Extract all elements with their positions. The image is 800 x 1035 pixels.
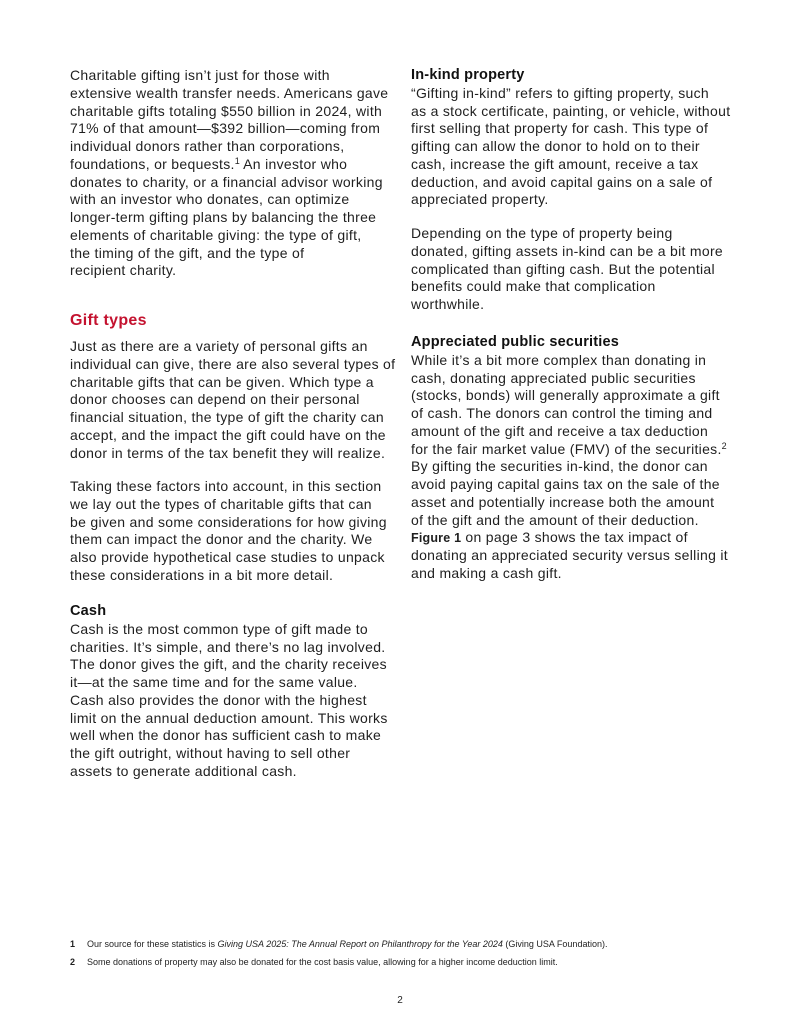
text-line: benefits could make that complication xyxy=(411,278,656,295)
text-line: donates to charity, or a financial advisor working xyxy=(70,173,383,190)
text-line: it—at the same time and for the same value. xyxy=(70,674,358,690)
text-line: asset and potentially increase both the amount xyxy=(411,493,715,510)
text-segment: foundations, or bequests. xyxy=(70,155,235,172)
figure-reference: Figure 1 xyxy=(411,531,462,546)
text-segment: An investor who xyxy=(239,155,348,172)
text-line: longer-term gifting plans by balancing the three xyxy=(70,209,377,225)
text-line: cash, increase the gift amount, receive a tax xyxy=(411,155,699,172)
text-line: “Gifting in-kind” refers to gifting property, such xyxy=(411,84,709,101)
text-line: assets to generate additional cash. xyxy=(70,762,297,779)
text-line: of cash. The donors can control the timing and xyxy=(411,405,713,421)
text-line: the timing of the gift, and the type of xyxy=(70,244,305,261)
footnote-text: Some donations of property may also be donated for the cost basis value, allowing for a higher income deduction limit. xyxy=(87,957,558,967)
text-line: also provide hypothetical case studies to unpack xyxy=(70,549,385,565)
text-segment: Our source for these statistics is xyxy=(87,939,218,949)
text-line: well when the donor has sufficient cash to make xyxy=(70,727,382,744)
footnote-text xyxy=(87,938,607,950)
text-line: worthwhile. xyxy=(411,296,485,312)
text-line: these considerations in a bit more detail. xyxy=(70,566,334,583)
text-line: Cash also provides the donor with the highest xyxy=(70,691,367,708)
text-line: limit on the annual deduction amount. This works xyxy=(70,709,388,726)
text-line: The donor gives the gift, and the charity receives xyxy=(70,656,387,673)
text-line: we lay out the types of charitable gifts that can xyxy=(70,495,372,512)
text-line: (stocks, bonds) will generally approximate a gift xyxy=(411,387,720,404)
text-line: donated, gifting assets in-kind can be a bit more xyxy=(411,242,723,259)
section-heading-in-kind-property: In-kind property xyxy=(411,67,525,83)
paragraph-gift-types-1 xyxy=(70,338,395,462)
text-segment: (Giving USA Foundation). xyxy=(502,939,608,949)
text-line: financial situation, the type of gift the charity can xyxy=(70,409,384,425)
text-line: While it’s a bit more complex than donating in xyxy=(411,351,707,368)
text-line: individual can give, there are also several types of xyxy=(70,355,396,372)
footnote-number: 1 xyxy=(70,939,76,949)
text-line: charities. It’s simple, and there’s no lag involved. xyxy=(70,638,386,655)
paragraph-in-kind-2 xyxy=(411,225,723,314)
text-line: the gift outright, without having to sell other xyxy=(70,745,351,761)
text-line: of the gift and the amount of their deduction. xyxy=(411,511,699,528)
text-line: Charitable gifting isn’t just for those with xyxy=(70,67,330,83)
text-line: Depending on the type of property being xyxy=(411,225,673,241)
text-line: donor in terms of the tax benefit they will realize. xyxy=(70,444,386,461)
text-line: them can impact the donor and the charity. We xyxy=(70,531,373,548)
text-line: 71% of that amount—$392 billion—coming from xyxy=(70,120,381,137)
footnote-ref: 1 xyxy=(234,155,240,166)
footnote-ref: 2 xyxy=(721,440,727,451)
footnote-1 xyxy=(70,938,770,950)
text-segment: on page 3 shows the tax impact of xyxy=(461,529,688,546)
text-line: complicated than gifting cash. But the potential xyxy=(411,260,715,277)
text-line: gifting can allow the donor to hold on to their xyxy=(411,138,700,154)
text-line: recipient charity. xyxy=(70,262,177,279)
text-line: cash, donating appreciated public securities xyxy=(411,369,696,386)
right-column xyxy=(411,0,741,820)
left-column xyxy=(70,0,400,820)
text-line: donor chooses can depend on their personal xyxy=(70,391,360,408)
text-line: first selling that property for cash. This type of xyxy=(411,120,709,137)
text-line xyxy=(70,156,388,174)
footnote-2 xyxy=(70,956,770,968)
text-line: avoid paying capital gains tax on the sale of the xyxy=(411,476,720,492)
section-heading-appreciated-public-securities: Appreciated public securities xyxy=(411,334,620,350)
text-line: charitable gifts totaling $550 billion in 2024, with xyxy=(70,102,383,119)
footnote-number: 2 xyxy=(70,957,76,967)
text-line: accept, and the impact the gift could have on the xyxy=(70,426,386,443)
footnote-source-title: Giving USA 2025: The Annual Report on Philanthropy for the Year 2024 xyxy=(217,939,503,949)
text-line xyxy=(411,441,728,459)
text-line: deduction, and avoid capital gains on a sale of xyxy=(411,173,713,190)
text-line: By gifting the securities in-kind, the donor can xyxy=(411,458,708,475)
paragraph-intro xyxy=(70,67,388,280)
section-heading-gift-types: Gift types xyxy=(70,312,147,329)
text-line: elements of charitable giving: the type of gift, xyxy=(70,226,362,243)
text-line: Cash is the most common type of gift made to xyxy=(70,620,368,637)
text-line: Taking these factors into account, in this section xyxy=(70,478,382,494)
text-line: charitable gifts that can be given. Which type a xyxy=(70,373,374,390)
section-appreciated-public-securities xyxy=(411,334,728,583)
text-line: extensive wealth transfer needs. Americans gave xyxy=(70,84,389,101)
text-segment: for the fair market value (FMV) of the securities. xyxy=(411,440,722,457)
text-line: Just as there are a variety of personal gifts an xyxy=(70,338,368,354)
section-cash xyxy=(70,603,388,781)
text-line: amount of the gift and receive a tax deduction xyxy=(411,422,709,439)
text-line xyxy=(411,529,728,547)
section-heading-cash: Cash xyxy=(70,603,107,619)
text-line: individual donors rather than corporations, xyxy=(70,138,345,154)
text-line: appreciated property. xyxy=(411,191,549,208)
paragraph-gift-types-2 xyxy=(70,478,387,585)
text-line: and making a cash gift. xyxy=(411,564,562,581)
section-in-kind-property xyxy=(411,67,730,209)
text-line: donating an appreciated security versus selling it xyxy=(411,547,728,563)
page-number: 2 xyxy=(397,995,403,1006)
text-line: with an investor who donates, can optimize xyxy=(70,191,350,208)
text-line: be given and some considerations for how giving xyxy=(70,513,387,530)
text-line: as a stock certificate, painting, or vehicle, without xyxy=(411,102,731,119)
